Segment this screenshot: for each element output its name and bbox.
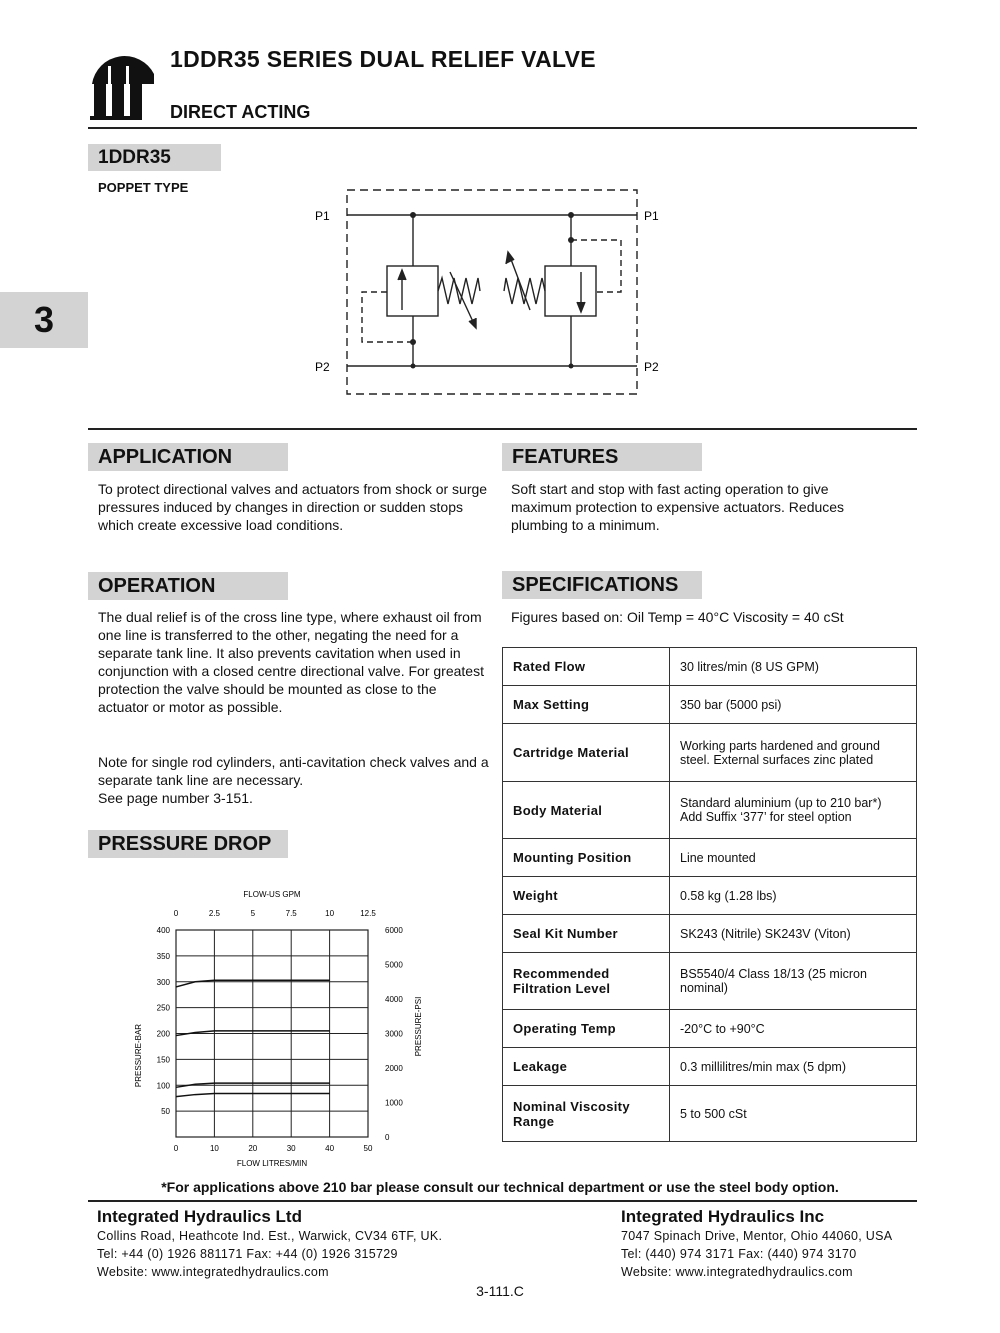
x2-axis-label: FLOW-US GPM bbox=[243, 890, 301, 899]
table-row bbox=[503, 1010, 917, 1048]
y-axis-label: PRESSURE-BAR bbox=[134, 1023, 143, 1088]
footer-rule bbox=[88, 1200, 917, 1202]
application-text: To protect directional valves and actuators from shock or surge pressures induced by changes in direction or sudden stops which create excessive load conditions. bbox=[98, 481, 488, 533]
spec-label: Recommended Filtration Level bbox=[503, 953, 670, 1010]
spec-value: 5 to 500 cSt bbox=[670, 1086, 917, 1142]
company-uk-web: Website: www.integratedhydraulics.com bbox=[97, 1265, 329, 1279]
port-p2-right: P2 bbox=[644, 360, 659, 374]
company-us-phone: Tel: (440) 974 3171 Fax: (440) 974 3170 bbox=[621, 1247, 857, 1261]
x-axis-label: FLOW LITRES/MIN bbox=[236, 1159, 308, 1168]
spec-label: Operating Temp bbox=[503, 1010, 670, 1048]
y-tick-label: 200 bbox=[156, 1029, 170, 1039]
y2-tick-label: 0 bbox=[385, 1133, 390, 1142]
spec-value: 30 litres/min (8 US GPM) bbox=[670, 648, 917, 686]
company-uk-name: Integrated Hydraulics Ltd bbox=[97, 1207, 302, 1226]
operation-note: Note for single rod cylinders, anti-cavitation check valves and a separate tank line are necessary. bbox=[98, 754, 489, 788]
spec-label: Leakage bbox=[503, 1048, 670, 1086]
x2-tick-label: 7.5 bbox=[285, 909, 297, 918]
port-p1-left: P1 bbox=[315, 209, 330, 223]
x2-tick-label: 10 bbox=[325, 909, 335, 918]
x-tick-label: 50 bbox=[363, 1144, 373, 1153]
company-uk-phone: Tel: +44 (0) 1926 881171 Fax: +44 (0) 1926 315729 bbox=[97, 1247, 398, 1261]
y2-tick-label: 3000 bbox=[385, 1029, 403, 1039]
specifications-table bbox=[502, 647, 917, 1142]
x-tick-label: 10 bbox=[209, 1144, 219, 1153]
y2-tick-label: 4000 bbox=[385, 995, 403, 1004]
y2-tick-label: 2000 bbox=[385, 1064, 403, 1073]
y2-axis-label: PRESSURE-PSI bbox=[414, 996, 423, 1057]
model-type: POPPET TYPE bbox=[98, 180, 189, 195]
x-tick-label: 0 bbox=[173, 1144, 179, 1153]
company-us bbox=[621, 1207, 941, 1281]
table-row bbox=[503, 953, 917, 1010]
spec-label: Mounting Position bbox=[503, 839, 670, 877]
spec-label: Max Setting bbox=[503, 686, 670, 724]
spec-label: Seal Kit Number bbox=[503, 915, 670, 953]
x2-tick-label: 12.5 bbox=[360, 909, 376, 918]
x2-tick-label: 5 bbox=[250, 909, 256, 918]
spec-label: Rated Flow bbox=[503, 648, 670, 686]
table-row bbox=[503, 915, 917, 953]
hydraulic-schematic bbox=[300, 180, 670, 400]
company-logo bbox=[88, 44, 158, 122]
model-tag: 1DDR35 bbox=[88, 144, 221, 171]
operation-see-page: See page number 3-151. bbox=[98, 790, 253, 806]
specifications-heading: SPECIFICATIONS bbox=[502, 571, 702, 599]
y-tick-label: 250 bbox=[156, 1003, 170, 1013]
spec-label: Weight bbox=[503, 877, 670, 915]
spec-value: Standard aluminium (up to 210 bar*) Add Suffix ‘377’ for steel option bbox=[670, 782, 917, 839]
company-us-name: Integrated Hydraulics Inc bbox=[621, 1207, 825, 1226]
table-row bbox=[503, 724, 917, 782]
company-us-address: 7047 Spinach Drive, Mentor, Ohio 44060, USA bbox=[621, 1229, 893, 1243]
spec-label: Body Material bbox=[503, 782, 670, 839]
section-rule bbox=[88, 428, 917, 430]
y-tick-label: 50 bbox=[161, 1107, 170, 1117]
table-row bbox=[503, 1086, 917, 1142]
table-row bbox=[503, 782, 917, 839]
footnote: *For applications above 210 bar please consult our technical department or use the steel body option. bbox=[161, 1179, 839, 1195]
table-row bbox=[503, 1048, 917, 1086]
x-tick-label: 20 bbox=[248, 1144, 258, 1153]
company-uk-address: Collins Road, Heathcote Ind. Est., Warwick, CV34 6TF, UK. bbox=[97, 1229, 443, 1243]
operation-text: The dual relief is of the cross line type, where exhaust oil from one line is transferred to the other, negating the need for a separate tank line. It also prevents cavitation when used in conjunction with a closed centre directional valve. For greatest protection the valve should be mounted as close to the actuator or motor as possible. bbox=[98, 609, 484, 715]
spec-value: -20°C to +90°C bbox=[670, 1010, 917, 1048]
spec-value: BS5540/4 Class 18/13 (25 micron nominal) bbox=[670, 953, 917, 1010]
table-row bbox=[503, 648, 917, 686]
table-row bbox=[503, 839, 917, 877]
y-tick-label: 150 bbox=[156, 1055, 170, 1065]
company-us-web: Website: www.integratedhydraulics.com bbox=[621, 1265, 853, 1279]
y-tick-label: 400 bbox=[156, 926, 170, 935]
port-p1-right: P1 bbox=[644, 209, 659, 223]
spec-value: Line mounted bbox=[670, 839, 917, 877]
spec-value: 350 bar (5000 psi) bbox=[670, 686, 917, 724]
operation-heading: OPERATION bbox=[88, 572, 288, 600]
x2-tick-label: 2.5 bbox=[208, 909, 220, 918]
y2-tick-label: 5000 bbox=[385, 960, 403, 970]
features-text: Soft start and stop with fast acting operation to give maximum protection to expensive actuators. Reduces plumbing to a minimum. bbox=[511, 481, 845, 533]
y2-tick-label: 6000 bbox=[385, 926, 403, 935]
company-uk bbox=[97, 1207, 547, 1281]
y-tick-label: 100 bbox=[156, 1081, 170, 1091]
section-tab: 3 bbox=[0, 292, 88, 348]
spec-label: Nominal Viscosity Range bbox=[503, 1086, 670, 1142]
spec-value: Working parts hardened and ground steel. External surfaces zinc plated bbox=[670, 724, 917, 782]
pressure-drop-heading: PRESSURE DROP bbox=[88, 830, 288, 858]
specifications-note: Figures based on: Oil Temp = 40°C Viscosity = 40 cSt bbox=[511, 609, 844, 625]
y2-tick-label: 1000 bbox=[385, 1098, 403, 1108]
table-row bbox=[503, 877, 917, 915]
features-heading: FEATURES bbox=[502, 443, 702, 471]
table-row bbox=[503, 686, 917, 724]
port-p2-left: P2 bbox=[315, 360, 330, 374]
pressure-drop-chart bbox=[120, 880, 440, 1175]
x-tick-label: 30 bbox=[286, 1144, 296, 1153]
spec-value: 0.3 millilitres/min max (5 dpm) bbox=[670, 1048, 917, 1086]
spec-label: Cartridge Material bbox=[503, 724, 670, 782]
spec-value: SK243 (Nitrile) SK243V (Viton) bbox=[670, 915, 917, 953]
x2-tick-label: 0 bbox=[173, 909, 179, 918]
application-heading: APPLICATION bbox=[88, 443, 288, 471]
page-subtitle: DIRECT ACTING bbox=[170, 102, 311, 122]
x-tick-label: 40 bbox=[325, 1144, 335, 1153]
page-number: 3-111.C bbox=[476, 1283, 524, 1299]
header-rule bbox=[88, 127, 917, 129]
spec-value: 0.58 kg (1.28 lbs) bbox=[670, 877, 917, 915]
page-title: 1DDR35 SERIES DUAL RELIEF VALVE bbox=[170, 46, 596, 72]
y-tick-label: 300 bbox=[156, 977, 170, 987]
y-tick-label: 350 bbox=[156, 951, 170, 961]
